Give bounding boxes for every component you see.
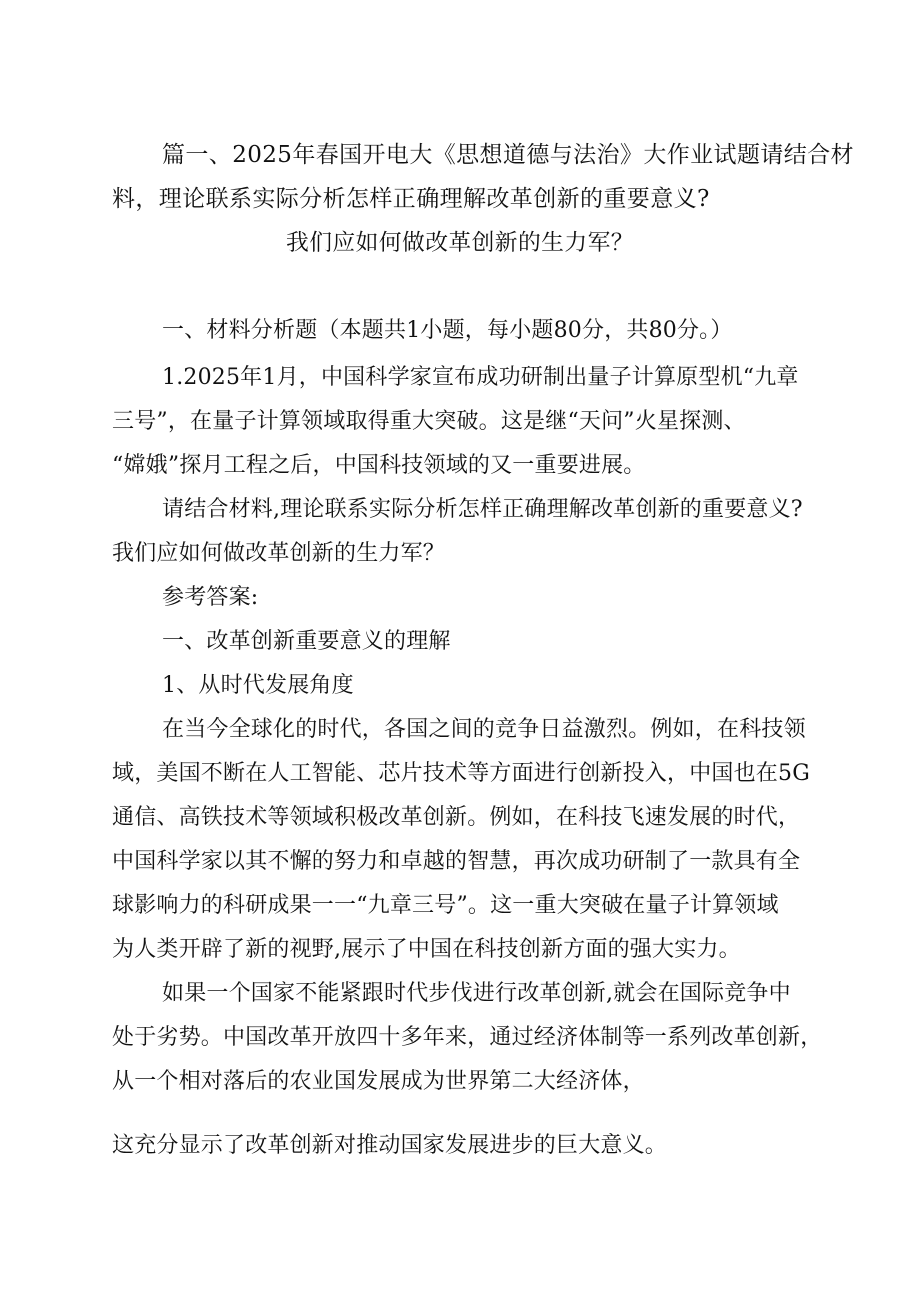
paragraph1-line-2: 域，美国不断在人工智能、芯片技术等方面进行创新投入，中国也在5G (112, 761, 810, 786)
prompt-line-1: 请结合材料,理论联系实际分析怎样正确理解改革创新的重要意义? (162, 497, 803, 522)
answer-subheading: 1、从时代发展角度 (162, 673, 354, 698)
title-line-1: 篇一、2025年春国开电大《思想道德与法治》大作业试题请结合材 (162, 142, 854, 168)
title-line-3: 我们应如何做改革创新的生力军？ (286, 230, 634, 256)
paragraph1-line-6: 为人类开辟了新的视野,展示了中国在科技创新方面的强大实力。 (112, 937, 741, 962)
paragraph2-line-2: 处于劣势。中国改革开放四十多年来，通过经济体制等一系列改革创新， (112, 1025, 823, 1050)
paragraph2-line-1: 如果一个国家不能紧跟时代步伐进行改革创新,就会在国际竞争中 (162, 981, 791, 1006)
paragraph1-line-4: 中国科学家以其不懈的努力和卓越的智慧，再次成功研制了一款具有全 (112, 849, 801, 874)
paragraph1-line-5: 球影响力的科研成果一一“九章三号”。这一重大突破在量子计算领域 (112, 893, 779, 918)
prompt-line-2: 我们应如何做改革创新的生力军？ (112, 541, 446, 566)
paragraph1-line-1: 在当今全球化的时代，各国之间的竞争日益激烈。例如，在科技领 (162, 717, 806, 742)
closing-line: 这充分显示了改革创新对推动国家发展进步的巨大意义。 (112, 1133, 668, 1158)
answer-heading: 一、改革创新重要意义的理解 (162, 629, 451, 654)
paragraph2-line-3: 从一个相对落后的农业国发展成为世界第二大经济体， (112, 1069, 645, 1094)
answer-label: 参考答案: (162, 585, 259, 610)
question-line-1: 1.2025年1月，中国科学家宣布成功研制出量子计算原型机“九章 (162, 365, 799, 390)
paragraph1-line-3: 通信、高铁技术等领域积极改革创新。例如，在科技飞速发展的时代， (112, 805, 801, 830)
title-line-2: 料，理论联系实际分析怎样正确理解改革创新的重要意义? (112, 186, 710, 212)
question-line-2: 三号”，在量子计算领域取得重大突破。这是继“天问”火星探测、 (112, 409, 746, 434)
question-line-3: “嫦娥”探月工程之后，中国科技领域的又一重要进展。 (112, 453, 646, 478)
section-heading: 一、材料分析题（本题共1小题，每小题80分，共80分。） (162, 318, 733, 343)
